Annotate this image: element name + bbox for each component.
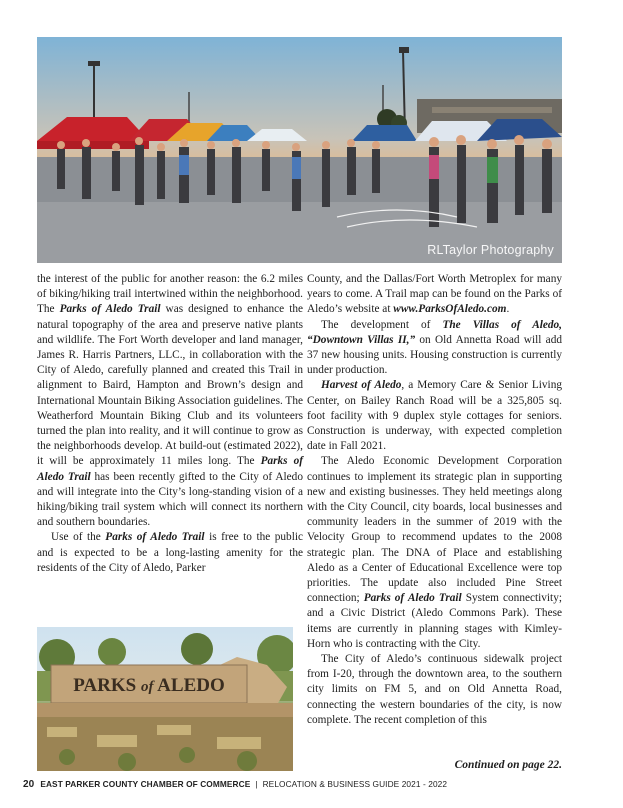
left-text-column bbox=[37, 272, 303, 576]
continued-note: Continued on page 22. bbox=[454, 759, 562, 771]
sign-illustration bbox=[37, 627, 293, 771]
market-event-photo bbox=[37, 37, 562, 263]
publication-title: RELOCATION & BUSINESS GUIDE 2021 - 2022 bbox=[262, 779, 448, 789]
market-scene-illustration bbox=[37, 37, 562, 263]
paragraph: County, and the Dallas/Fort Worth Metroplex for many years to come. A Trail map can be found on the Parks of Aledo’s website at www.ParksOfAledo.com. bbox=[307, 273, 562, 316]
page-footer bbox=[23, 779, 447, 790]
paragraph: the interest of the public for another reason: the 6.2 miles of biking/hiking trail intertwined within the neighborhood. The Parks of Aledo Trail was designed to enhance the natural topography of the area and preserve native plants and wildlife. The Fort Worth developer and land manager, James R. Harris Partners, LLC., in collaboration with the City of Aledo, carefully planned and created this Trail in alignment to Baird, Hampton and Brown’s design and International Mountain Biking Association guidelines. The Weatherford Mountain Biking Club and its volunteers turned the plan into reality, and it will continue to grow as the neighborhoods develop. At build-out (estimated 2022), it will be approximately 11 miles long. The Parks of Aledo Trail has been recently gifted to the City of Aledo and will integrate into the City’s long-standing vision of a hiking/biking trail system which will connect its northern and southern boundaries. bbox=[37, 273, 304, 529]
paragraph: The City of Aledo’s continuous sidewalk project from I-20, through the downtown area, to the southern city limits on FM 5, and on Old Annetta Road, connecting the western boundaries of the city, is now complete. The recent completion of this bbox=[307, 653, 562, 726]
paragraph: The development of The Villas of Aledo, “Downtown Villas II,” on Old Annetta Road will add 37 new housing units. Housing construction is currently under production. bbox=[307, 318, 563, 377]
parks-of-aledo-sign-photo bbox=[37, 627, 293, 771]
paragraph: Harvest of Aledo, a Memory Care & Senior Living Center, on Bailey Ranch Road will be a 325,805 sq. foot facility with 9 duplex style cottages for seniors. Construction is underway, with expected completion date in Fall 2021. bbox=[307, 379, 562, 453]
paragraph: Use of the Parks of Aledo Trail is free to the public and is expected to be a long-lasting amenity for the residents of the City of Aledo, Parker bbox=[37, 531, 303, 574]
footer-separator: | bbox=[255, 779, 258, 789]
right-text-column bbox=[307, 272, 562, 728]
organization-name: EAST PARKER COUNTY CHAMBER OF COMMERCE bbox=[40, 779, 251, 789]
photo-credit: RLTaylor Photography bbox=[427, 243, 554, 257]
sign-lettering: PARKS of ALEDO bbox=[73, 675, 225, 696]
page-number: 20 bbox=[23, 779, 35, 790]
paragraph: The Aledo Economic Development Corporation continues to implement its strategic plan in supporting new and existing businesses. They held meetings along with the City Council, city boards, local businesses and community leaders in the summer of 2019 with the Velocity Group to recommend updates to the 2008 strategic plan. The DNA of Place and establishing Aledo as a Center of Educational Excellence were top priorities. The update also included Pine Street connection; Parks of Aledo Trail System connectivity; and a Civic District (Aledo Commons Park). These items are currently in planning stages with Kimley-Horn who is contracting with the City. bbox=[307, 455, 562, 650]
